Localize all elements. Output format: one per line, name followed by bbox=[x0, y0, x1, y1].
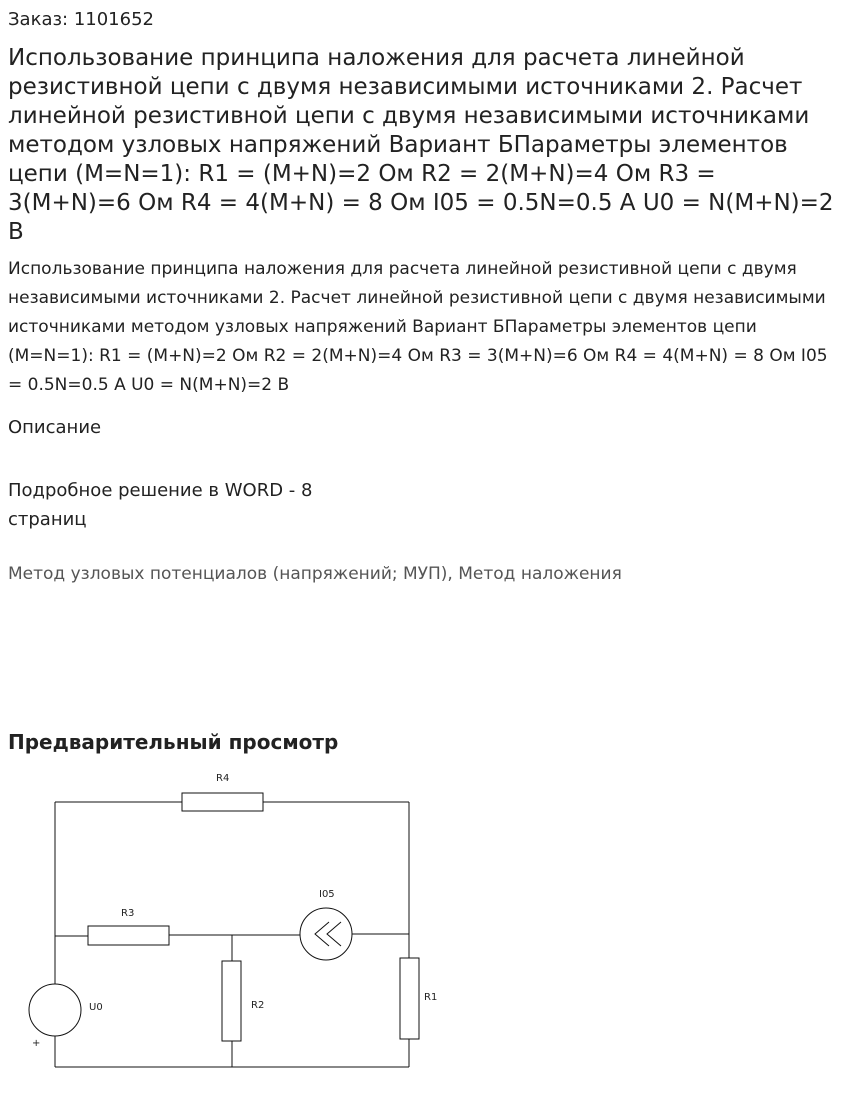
resistor-r4 bbox=[182, 793, 263, 811]
preview-title: Предварительный просмотр bbox=[8, 730, 339, 754]
circuit-diagram bbox=[8, 764, 448, 1084]
label-i05: I05 bbox=[319, 889, 335, 900]
method-tags: Метод узловых потенциалов (напряжений; МУП), Метод наложения bbox=[8, 564, 622, 584]
page-title: Использование принципа наложения для расчета линейной резистивной цепи с двумя независимыми источниками 2. Расчет линейной резистивной цепи с двумя независимыми источниками методом узловых напряжений Вариант БПараметры элементов цепи (M=N=1): R1 = (M+N)=2 Ом R2 = 2(M+N)=4 Ом R3 = 3(M+N)=6 Ом R4 = 4(M+N) = 8 Ом I05 = 0.5N=0.5 А U0 = N(M+N)=2 В bbox=[8, 45, 834, 245]
lead-text: Использование принципа наложения для расчета линейной резистивной цепи с двумя независимыми источниками 2. Расчет линейной резистивной цепи с двумя независимыми источниками методом узловых напряжений Вариант БПараметры элементов цепи (M=N=1): R1 = (M+N)=2 Ом R2 = 2(M+N)=4 Ом R3 = 3(M+N)=6 Ом R4 = 4(M+N) = 8 Ом I05 = 0.5N=0.5 А U0 = N(M+N)=2 В bbox=[8, 259, 828, 395]
description-detail: Подробное решение в WORD - 8 страниц bbox=[8, 480, 313, 530]
label-r1: R1 bbox=[424, 992, 438, 1003]
label-u0: U0 bbox=[89, 1002, 103, 1013]
description-label: Описание bbox=[8, 417, 102, 438]
label-u0-plus: + bbox=[32, 1038, 41, 1049]
resistor-r3 bbox=[88, 926, 169, 945]
order-number: Заказ: 1101652 bbox=[8, 9, 154, 30]
label-r3: R3 bbox=[121, 908, 135, 919]
label-r4: R4 bbox=[216, 773, 230, 784]
current-source-i05 bbox=[300, 908, 352, 960]
resistor-r2 bbox=[222, 961, 241, 1041]
resistor-r1 bbox=[400, 958, 419, 1039]
voltage-source-u0 bbox=[29, 984, 81, 1036]
label-r2: R2 bbox=[251, 1000, 265, 1011]
